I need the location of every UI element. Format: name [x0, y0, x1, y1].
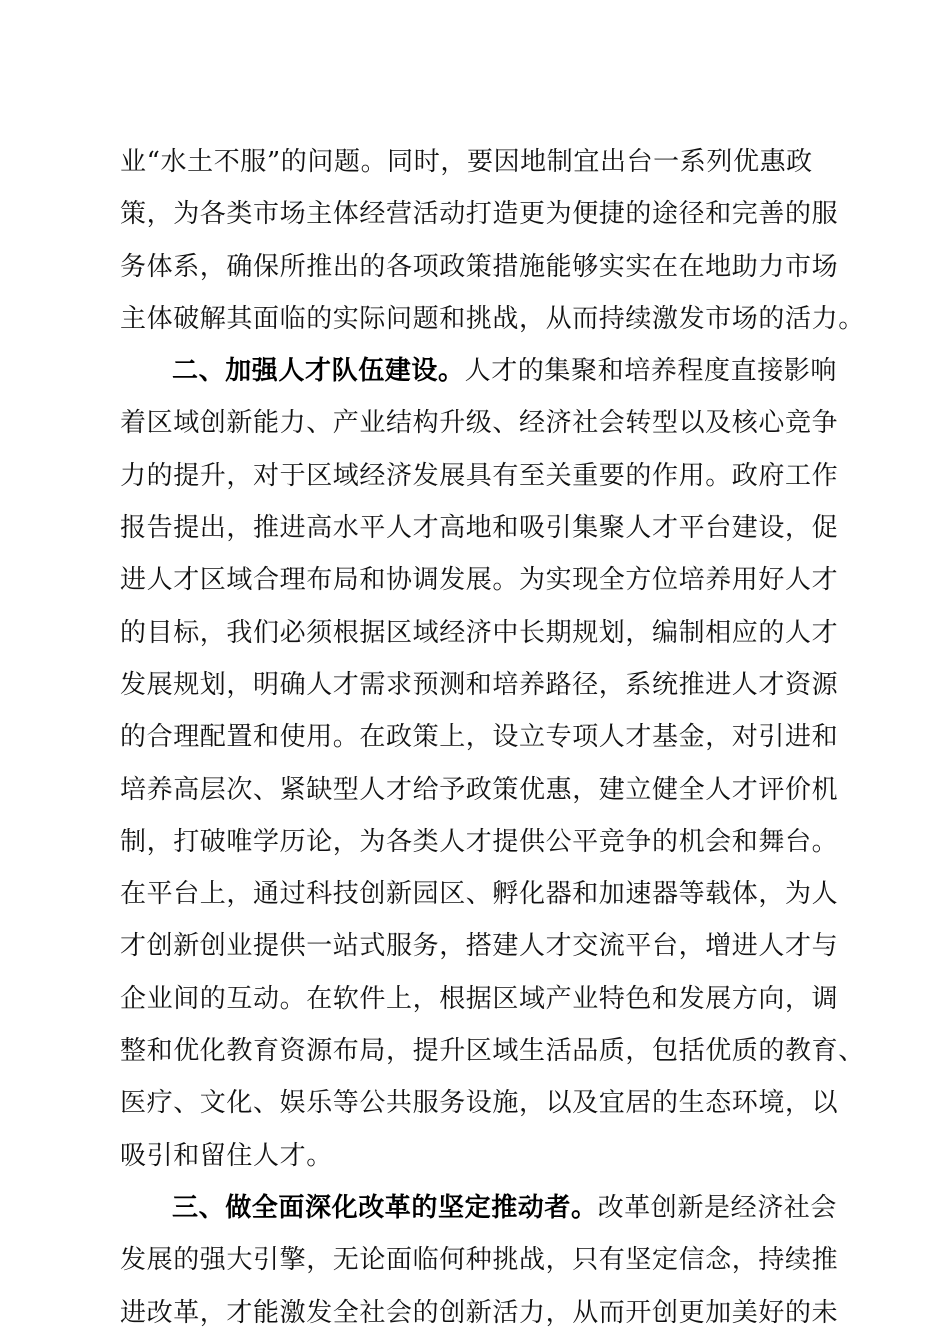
document-body [120, 136, 865, 1339]
text-line: 培养高层次、紧缺型人才给予政策优惠，建立健全人才评价机 [120, 774, 839, 805]
text-line: 进人才区域合理布局和协调发展。为实现全方位培养用好人才 [120, 565, 839, 596]
text-line: 整和优化教育资源布局，提升区域生活品质，包括优质的教育、 [120, 1036, 865, 1067]
text-line: 报告提出，推进高水平人才高地和吸引集聚人才平台建设，促 [120, 513, 839, 544]
text-line [120, 345, 840, 397]
text-line: 企业间的互动。在软件上，根据区域产业特色和发展方向，调 [120, 983, 839, 1014]
section-heading-talent: 二、加强人才队伍建设。 [172, 356, 465, 387]
paragraph-market-policy [120, 136, 865, 345]
text-line: 主体破解其面临的实际问题和挑战，从而持续激发市场的活力。 [120, 303, 865, 334]
text-line: 发展的强大引擎，无论面临何种挑战，只有坚定信念，持续推 [120, 1245, 839, 1276]
text-line: 业“水土不服”的问题。同时，要因地制宜出台一系列优惠政 [120, 147, 813, 177]
text-line: 的目标，我们必须根据区域经济中长期规划，编制相应的人才 [120, 617, 839, 648]
text-line: 发展规划，明确人才需求预测和培养路径，系统推进人才资源 [120, 669, 839, 700]
text-line: 吸引和留住人才。 [120, 1140, 333, 1171]
text-line: 的合理配置和使用。在政策上，设立专项人才基金，对引进和 [120, 722, 839, 753]
text-line: 在平台上，通过科技创新园区、孵化器和加速器等载体，为人 [120, 879, 839, 910]
paragraph-reform [120, 1182, 840, 1339]
text-line: 力的提升，对于区域经济发展具有至关重要的作用。政府工作 [120, 460, 839, 491]
text-line: 才创新创业提供一站式服务，搭建人才交流平台，增进人才与 [120, 931, 839, 962]
text-line: 务体系，确保所推出的各项政策措施能够实实在在地助力市场 [120, 251, 839, 282]
text-line: 进改革，才能激发全社会的创新活力，从而开创更加美好的未 [120, 1297, 839, 1328]
text-line: 策，为各类市场主体经营活动打造更为便捷的途径和完善的服 [120, 199, 839, 230]
text-line: 着区域创新能力、产业结构升级、经济社会转型以及核心竞争 [120, 408, 839, 439]
text-run: 改革创新是经济社会 [597, 1192, 838, 1223]
section-heading-reform: 三、做全面深化改革的坚定推动者。 [172, 1192, 598, 1223]
text-run: 人才的集聚和培养程度直接影响 [464, 356, 838, 387]
text-line: 制，打破唯学历论，为各类人才提供公平竞争的机会和舞台。 [120, 826, 839, 857]
text-line: 医疗、文化、娱乐等公共服务设施，以及宜居的生态环境，以 [120, 1088, 839, 1119]
paragraph-talent [120, 345, 865, 1182]
text-line [120, 1182, 840, 1234]
